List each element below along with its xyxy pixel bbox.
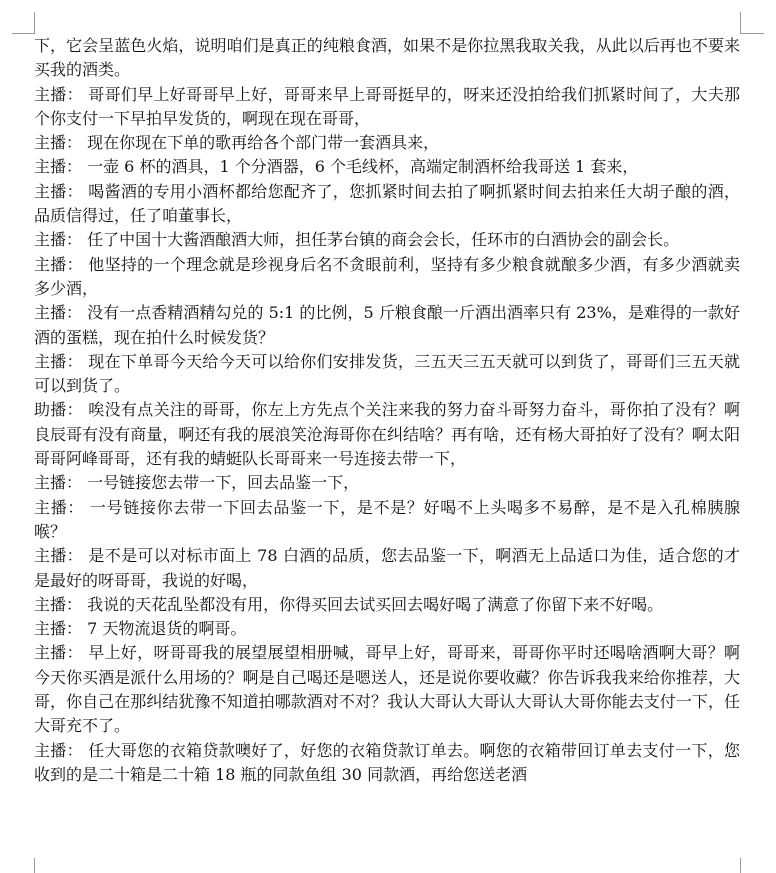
- paragraph: 助播： 唉没有点关注的哥哥，你左上方先点个关注来我的努力奋斗哥努力奋斗，哥你拍了没有？啊良辰哥有没有商量，啊还有我的展浪笑沧海哥你在纠结啥？再有啥，还有杨大哥拍好了没有？啊太阳哥哥阿峰哥哥，还有我的蜻蜓队长哥哥来一号连接去带一下，: [34, 400, 740, 469]
- paragraph: 主播： 现在下单哥今天给今天可以给你们安排发货，三五天三五天就可以到货了，哥哥们三五天就可以到货了。: [34, 351, 740, 396]
- paragraph: 主播： 是不是可以对标市面上 78 白酒的品质，您去品鉴一下，啊酒无上品适口为佳，适合您的才是最好的呀哥哥，我说的好喝，: [34, 546, 740, 590]
- paragraph: 主播： 没有一点香精酒精勾兑的 5:1 的比例，5 斤粮食酿一斤酒出酒率只有 23%，是难得的一款好酒的蛋糕，现在拍什么时候发货？: [34, 303, 740, 347]
- paragraph: 主播： 现在你现在下单的歌再给各个部门带一套酒具来，: [34, 133, 440, 153]
- paragraph: 主播： 他坚持的一个理念就是珍视身后名不贪眼前利，坚持有多少粮食就酿多少酒，有多少酒就卖多少酒，: [34, 254, 740, 298]
- paragraph: 主播： 我说的天花乱坠都没有用，你得买回去试买回去喝好喝了满意了你留下来不好喝。: [34, 594, 664, 614]
- crop-mark-top-right-horizontal: [740, 33, 764, 34]
- crop-mark-top-left-horizontal: [12, 33, 35, 34]
- paragraph: 主播： 任大哥您的衣箱贷款噢好了，好您的衣箱贷款订单去。啊您的衣箱带回订单去支付一下，您收到的是二十箱是二十箱 18 瓶的同款鱼组 30 同款酒，再给您送老酒: [34, 740, 740, 784]
- paragraph: 下，它会呈蓝色火焰，说明咱们是真正的纯粮食酒，如果不是你拉黑我取关我，从此以后再也不要来买我的酒类。: [34, 36, 740, 80]
- paragraph: 主播： 早上好，呀哥哥我的展望展望相册喊，哥早上好，哥哥来，哥哥你平时还喝啥酒啊大哥？啊今天你买酒是派什么用场的？啊是自己喝还是嗯送人，还是说你要收藏？你告诉我我来给你推荐，大哥，你自己在那纠结犹豫不知道拍哪款酒对不对？我认大哥认大哥认大哥认大哥你能去支付一下，任大哥充不了。: [34, 643, 740, 736]
- paragraph: 主播： 一号链接你去带一下回去品鉴一下，是不是？好喝不上头喝多不易醉，是不是入孔棉胰腺喉？: [34, 497, 740, 541]
- crop-mark-bottom-right-vertical: [740, 858, 741, 873]
- crop-mark-bottom-left-vertical: [34, 858, 35, 873]
- paragraph: 主播： 任了中国十大酱酒酿酒大师，担任茅台镇的商会会长，任环市的白酒协会的副会长。: [34, 230, 680, 250]
- paragraph: 主播： 一壶 6 杯的酒具，1 个分酒器，6 个毛线杯，高端定制酒杯给我哥送 1 套来，: [34, 157, 639, 177]
- paragraph: 主播： 一号链接您去带一下，回去品鉴一下，: [34, 473, 360, 493]
- paragraph: 主播： 7 天物流退货的啊哥。: [34, 619, 247, 639]
- crop-mark-top-right-vertical: [740, 12, 741, 34]
- crop-mark-top-left-vertical: [34, 12, 35, 34]
- paragraph: 主播： 喝酱酒的专用小酒杯都给您配齐了，您抓紧时间去拍了啊抓紧时间去拍来任大胡子酿的酒，品质信得过，任了咱董事长，: [34, 181, 740, 226]
- document-body[interactable]: [34, 34, 740, 787]
- paragraph: 主播： 哥哥们早上好哥哥早上好，哥哥来早上哥哥挺早的，呀来还没拍给我们抓紧时间了，大夫那个你支付一下早拍早发货的，啊现在现在哥哥，: [34, 84, 740, 128]
